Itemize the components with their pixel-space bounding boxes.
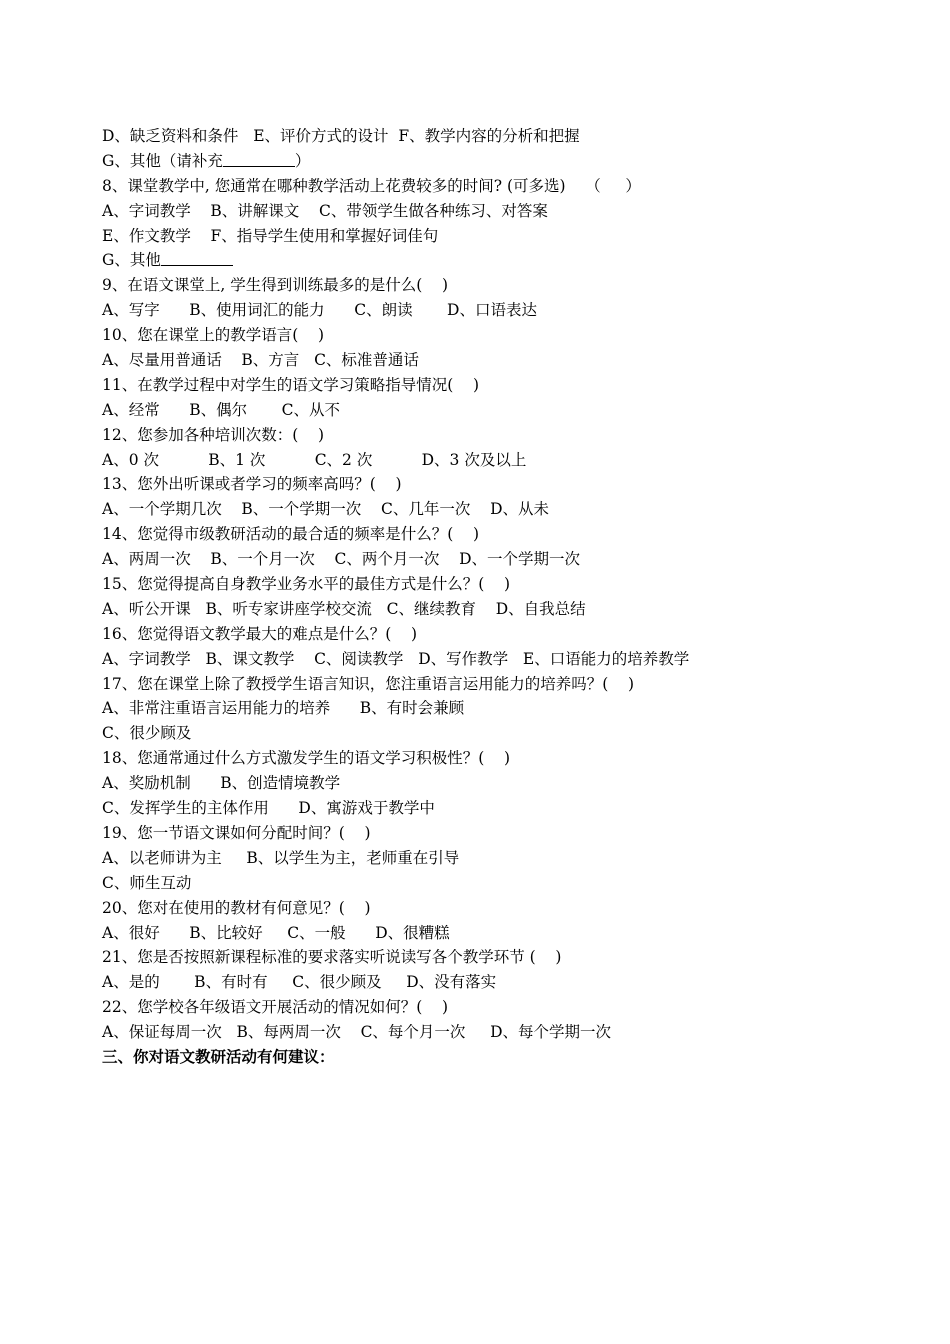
option-g-other — [102, 248, 882, 273]
options-line — [102, 696, 882, 721]
question-text: 17、您在课堂上除了教授学生语言知识，您注重语言运用能力的培养吗？( ) — [102, 674, 635, 693]
question-20 — [102, 896, 882, 921]
options-line — [102, 846, 882, 871]
section-three-heading — [102, 1045, 882, 1070]
question-text: 19、您一节语文课如何分配时间？( ) — [102, 823, 371, 842]
options-text: A、0 次 B、1 次 C、2 次 D、3 次及以上 — [102, 450, 527, 469]
question-9 — [102, 273, 882, 298]
options-line — [102, 398, 882, 423]
options-text: E、作文教学 F、指导学生使用和掌握好词佳句 — [102, 226, 439, 245]
options-text: A、奖励机制 B、创造情境教学 — [102, 774, 341, 793]
question-13 — [102, 472, 882, 497]
fill-in-blank[interactable] — [223, 151, 295, 167]
question-text: 10、您在课堂上的教学语言( ) — [102, 326, 325, 345]
options-line — [102, 796, 882, 821]
options-text: A、写字 B、使用词汇的能力 C、朗读 D、口语表达 — [102, 301, 537, 320]
options-line — [102, 871, 882, 896]
question-16 — [102, 622, 882, 647]
line-text: D、缺乏资料和条件 E、评价方式的设计 F、教学内容的分析和把握 — [102, 127, 580, 145]
options-line — [102, 348, 882, 373]
options-line — [102, 298, 882, 323]
options-text: A、字词教学 B、课文教学 C、阅读教学 D、写作教学 E、口语能力的培养教学 — [102, 649, 690, 668]
question-text: 15、您觉得提高自身教学业务水平的最佳方式是什么？( ) — [102, 575, 511, 594]
options-line — [102, 647, 882, 672]
question-text: 12、您参加各种培训次数：( ) — [102, 425, 325, 444]
question-text: 16、您觉得语文教学最大的难点是什么？( ) — [102, 624, 418, 643]
question-11 — [102, 373, 882, 398]
options-text: A、听公开课 B、听专家讲座学校交流 C、继续教育 D、自我总结 — [102, 599, 586, 618]
options-text: C、很少顾及 — [102, 724, 192, 743]
options-text: A、尽量用普通话 B、方言 C、标准普通话 — [102, 351, 419, 370]
question-17 — [102, 672, 882, 697]
question-19 — [102, 821, 882, 846]
options-text: A、保证每周一次 B、每两周一次 C、每个月一次 D、每个学期一次 — [102, 1023, 611, 1042]
options-text: A、非常注重语言运用能力的培养 B、有时会兼顾 — [102, 699, 465, 718]
options-text: C、发挥学生的主体作用 D、寓游戏于教学中 — [102, 799, 435, 818]
options-text: A、很好 B、比较好 C、一般 D、很糟糕 — [102, 923, 450, 942]
options-line — [102, 224, 882, 249]
fill-in-blank[interactable] — [161, 250, 233, 266]
question-text: 18、您通常通过什么方式激发学生的语文学习积极性？( ) — [102, 749, 511, 768]
options-text: A、以老师讲为主 B、以学生为主，老师重在引导 — [102, 848, 460, 867]
question-text: 21、您是否按照新课程标准的要求落实听说读写各个教学环节 ( ) — [102, 948, 562, 967]
question-12 — [102, 423, 882, 448]
question-text: 22、您学校各年级语文开展活动的情况如何？( ) — [102, 998, 449, 1017]
options-line — [102, 547, 882, 572]
options-text: A、字词教学 B、讲解课文 C、带领学生做各种练习、对答案 — [102, 201, 548, 220]
section-heading-text: 三、你对语文教研活动有何建议： — [102, 1046, 335, 1066]
option-g-other-fill-in — [102, 149, 882, 174]
options-text: A、是的 B、有时有 C、很少顾及 D、没有落实 — [102, 973, 497, 992]
question-text: 8、课堂教学中, 您通常在哪种教学活动上花费较多的时间? (可多选) （ ） — [102, 176, 641, 195]
options-line — [102, 721, 882, 746]
question-18 — [102, 746, 882, 771]
options-text: A、一个学期几次 B、一个学期一次 C、几年一次 D、从未 — [102, 500, 549, 519]
options-line-d-f — [102, 124, 882, 149]
question-21 — [102, 945, 882, 970]
options-text: A、经常 B、偶尔 C、从不 — [102, 400, 340, 419]
options-line — [102, 970, 882, 995]
question-10 — [102, 323, 882, 348]
options-line — [102, 921, 882, 946]
options-text: A、两周一次 B、一个月一次 C、两个月一次 D、一个学期一次 — [102, 550, 580, 569]
options-line — [102, 1020, 882, 1045]
question-15 — [102, 572, 882, 597]
options-line — [102, 597, 882, 622]
options-line — [102, 448, 882, 473]
line-text-suffix: ） — [294, 151, 311, 170]
options-line — [102, 199, 882, 224]
question-22 — [102, 995, 882, 1020]
document-page — [102, 124, 882, 1070]
question-text: 14、您觉得市级教研活动的最合适的频率是什么？( ) — [102, 525, 480, 544]
question-text: 11、在教学过程中对学生的语文学习策略指导情况( ) — [102, 375, 480, 394]
question-14 — [102, 522, 882, 547]
options-text: C、师生互动 — [102, 873, 192, 892]
options-line — [102, 497, 882, 522]
line-text: G、其他 — [102, 251, 161, 270]
question-text: 9、在语文课堂上, 学生得到训练最多的是什么( ) — [102, 276, 449, 295]
question-8 — [102, 174, 882, 199]
line-text: G、其他（请补充 — [102, 151, 223, 170]
question-text: 13、您外出听课或者学习的频率高吗？( ) — [102, 475, 402, 494]
options-line — [102, 771, 882, 796]
question-text: 20、您对在使用的教材有何意见？( ) — [102, 898, 371, 917]
